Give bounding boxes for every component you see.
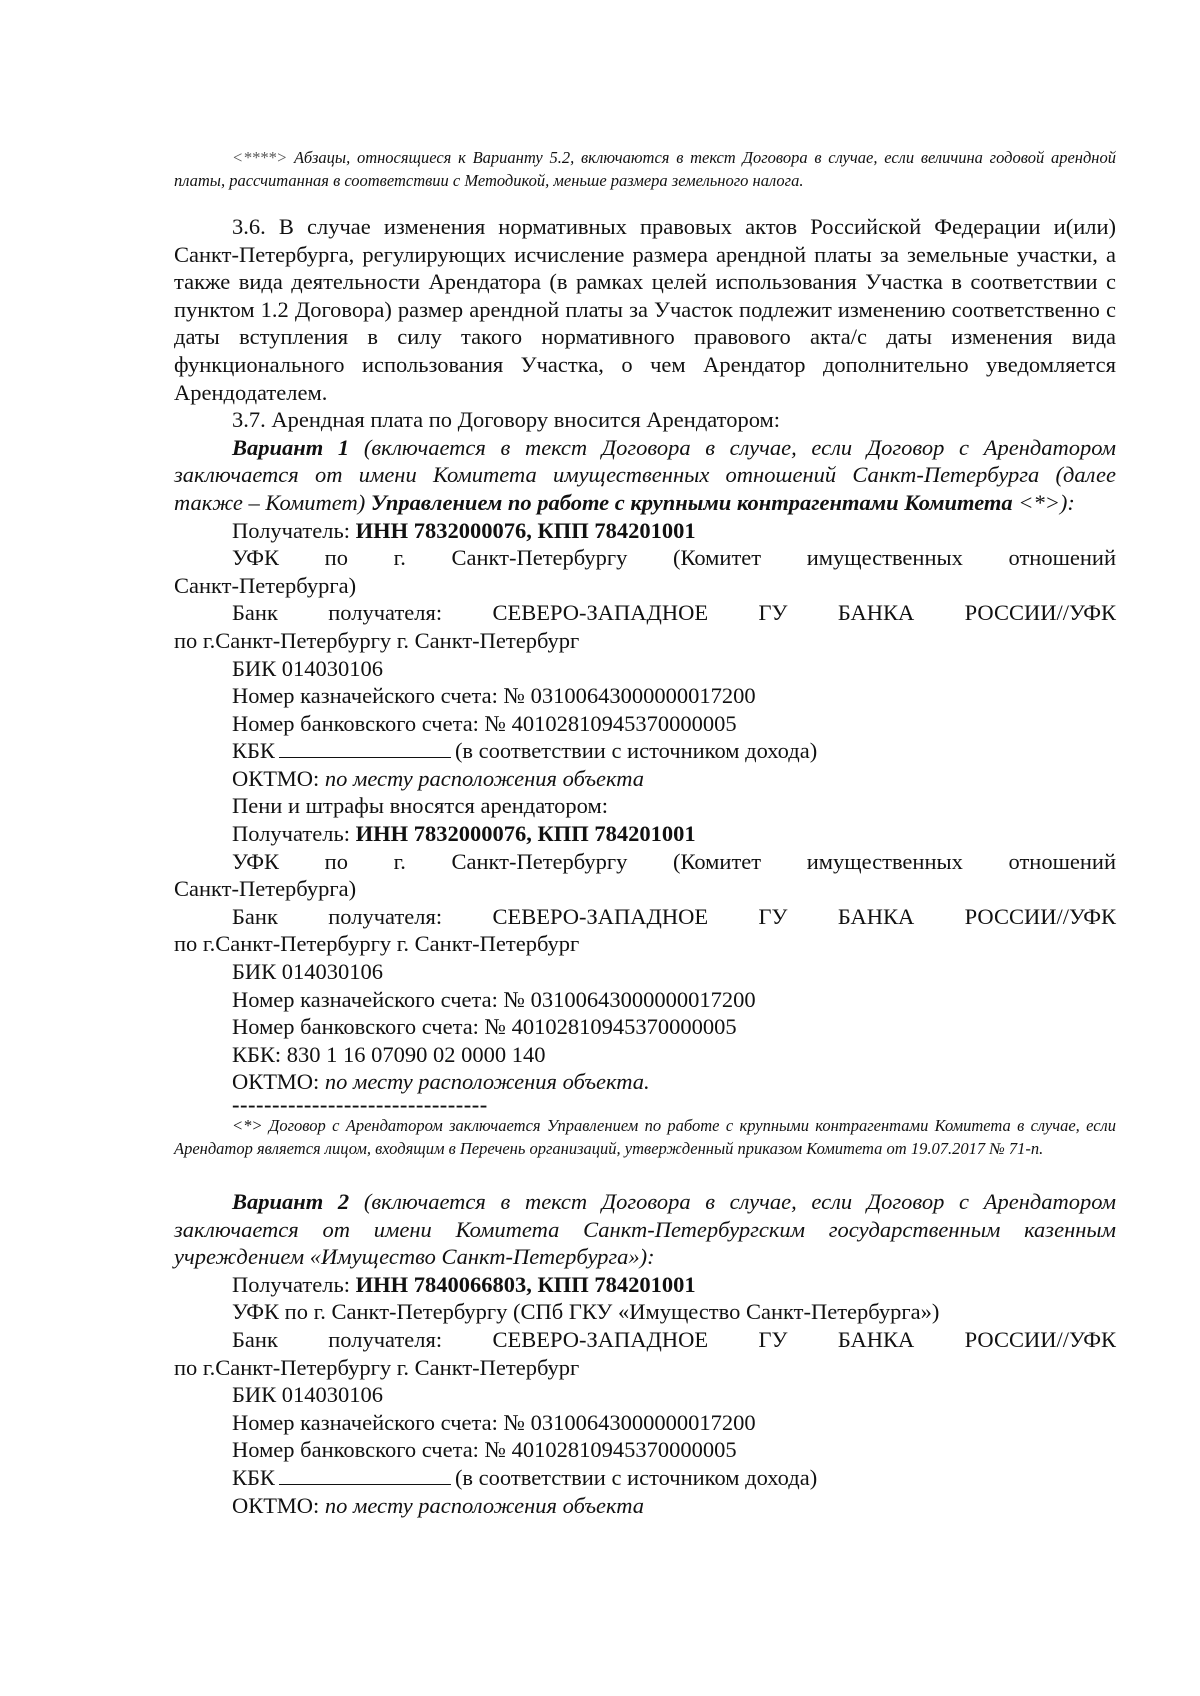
v1-bank-account: Номер банковского счета: № 40102810945370000005 (232, 710, 737, 736)
v1-treasury-account: Номер казначейского счета: № 03100643000000017200 (232, 683, 756, 709)
v2-recipient-value: ИНН 7840066803, КПП 784201001 (355, 1271, 696, 1297)
v1p-ufk-line1: УФК по г. Санкт-Петербургу (Комитет имущественных отношений (232, 848, 1116, 874)
footnote-top (174, 146, 1116, 192)
footnote-bottom-text: Договор с Арендатором заключается Управлением по работе с крупными контрагентами Комитета в случае, если Арендатор является лицом, входящим в Перечень организаций, утвержденный приказом Комитета от 19.07.2017 № 71-п. (174, 1116, 1117, 1158)
separator: -------------------------------- (232, 1092, 488, 1117)
footnote-bottom (174, 1114, 1116, 1160)
v1-penalties-intro: Пени и штрафы вносятся арендатором: (232, 793, 608, 819)
v1p-bank-line1: Банк получателя: СЕВЕРО-ЗАПАДНОЕ ГУ БАНКА РОССИИ//УФК (232, 903, 1116, 929)
v1p-ufk-line2: Санкт-Петербурга) (174, 876, 357, 902)
variant1-desc-tail: <*>): (1018, 489, 1075, 515)
v1p-treasury-account: Номер казначейского счета: № 03100643000000017200 (232, 986, 756, 1012)
v1-kbk-note: (в соответствии с источником дохода) (454, 738, 818, 764)
footnote-top-marker: <****> (232, 148, 288, 167)
v2-bank-line1: Банк получателя: СЕВЕРО-ЗАПАДНОЕ ГУ БАНКА РОССИИ//УФК (232, 1326, 1116, 1352)
v1-recipient (174, 517, 1116, 545)
variant2-desc: (включается в текст Договора в случае, если Договор с Арендатором заключается от имени Комитета Санкт-Петербургским государственным казенным учреждением «Имущество Санкт-Петербурга»): (174, 1189, 1116, 1270)
v2-kbk-note: (в соответствии с источником дохода) (454, 1464, 818, 1490)
v1p-recipient-value: ИНН 7832000076, КПП 784201001 (355, 821, 696, 847)
v1-oktmo-value: по месту расположения объекта (324, 765, 644, 791)
clause-3-6: 3.6. В случае изменения нормативных правовых актов Российской Федерации и(или) Санкт-Петербурга, регулирующих исчисление размера арендной платы за земельные участки, а также вида деятельности Арендатора (в рамках целей использования Участка в соответствии с пунктом 1.2 Договора) размер арендной платы за Участок подлежит изменению соответственно с даты вступления в силу такого нормативного правового акта/с даты изменения вида функционального использования Участка, о чем Арендатор дополнительно уведомляется Арендодателем. (174, 214, 1116, 405)
v2-ufk: УФК по г. Санкт-Петербургу (СПб ГКУ «Имущество Санкт-Петербурга») (232, 1299, 940, 1325)
v1p-oktmo-value: по месту расположения объекта. (324, 1069, 650, 1095)
v1p-recipient (174, 820, 1116, 848)
v2-oktmo-label: ОКТМО: (232, 1492, 320, 1518)
v1-bank-line2: по г.Санкт-Петербургу г. Санкт-Петербург (174, 627, 580, 653)
v1-kbk-blank (279, 737, 451, 758)
v2-recipient-label: Получатель: (232, 1271, 350, 1297)
v1-kbk (174, 737, 1116, 765)
v2-bik: БИК 014030106 (232, 1382, 384, 1408)
v1p-bank-line2: по г.Санкт-Петербургу г. Санкт-Петербург (174, 931, 580, 957)
v2-kbk-label: КБК (232, 1464, 275, 1490)
variant1-desc-bold: Управлением по работе с крупными контрагентами Комитета (370, 489, 1013, 515)
v2-bank-line2: по г.Санкт-Петербургу г. Санкт-Петербург (174, 1354, 580, 1380)
variant2-heading (174, 1188, 1116, 1271)
v2-oktmo-value: по месту расположения объекта (324, 1492, 644, 1518)
clause-3-7: 3.7. Арендная плата по Договору вносится Арендатором: (232, 407, 781, 433)
v1-bik: БИК 014030106 (232, 655, 384, 681)
v2-bank-account: Номер банковского счета: № 40102810945370000005 (232, 1437, 737, 1463)
v2-kbk (174, 1464, 1116, 1492)
v1-oktmo-label: ОКТМО: (232, 765, 320, 791)
variant1-title: Вариант 1 (232, 434, 350, 460)
v1-recipient-label: Получатель: (232, 517, 350, 543)
v2-oktmo (174, 1492, 1116, 1520)
variant1-heading (174, 434, 1116, 517)
v1-recipient-value: ИНН 7832000076, КПП 784201001 (355, 517, 696, 543)
v1-oktmo (174, 765, 1116, 793)
footnote-top-text: Абзацы, относящиеся к Варианту 5.2, включаются в текст Договора в случае, если величина годовой арендной платы, рассчитанная в соответствии с Методикой, меньше размера земельного налога. (174, 148, 1116, 190)
footnote-bottom-marker: <*> (232, 1116, 263, 1135)
v1p-bank-account: Номер банковского счета: № 40102810945370000005 (232, 1014, 737, 1040)
v1-kbk-label: КБК (232, 738, 275, 764)
v1-ufk-line2: Санкт-Петербурга) (174, 572, 357, 598)
v1p-recipient-label: Получатель: (232, 821, 350, 847)
v1-ufk-line1: УФК по г. Санкт-Петербургу (Комитет имущественных отношений (232, 545, 1116, 571)
v2-recipient (174, 1271, 1116, 1299)
v2-treasury-account: Номер казначейского счета: № 03100643000000017200 (232, 1409, 756, 1435)
variant2-title: Вариант 2 (232, 1189, 350, 1214)
v2-kbk-blank (279, 1464, 451, 1485)
v1p-bik: БИК 014030106 (232, 959, 384, 985)
v1-bank-line1: Банк получателя: СЕВЕРО-ЗАПАДНОЕ ГУ БАНКА РОССИИ//УФК (232, 600, 1116, 626)
variant1-desc: (включается в текст Договора в случае, если Договор с Арендатором заключается от имени Комитета имущественных отношений Санкт-Петербурга (далее также – Комитет) (174, 434, 1116, 515)
v1p-oktmo-label: ОКТМО: (232, 1069, 320, 1095)
v1p-kbk: КБК: 830 1 16 07090 02 0000 140 (232, 1041, 546, 1067)
